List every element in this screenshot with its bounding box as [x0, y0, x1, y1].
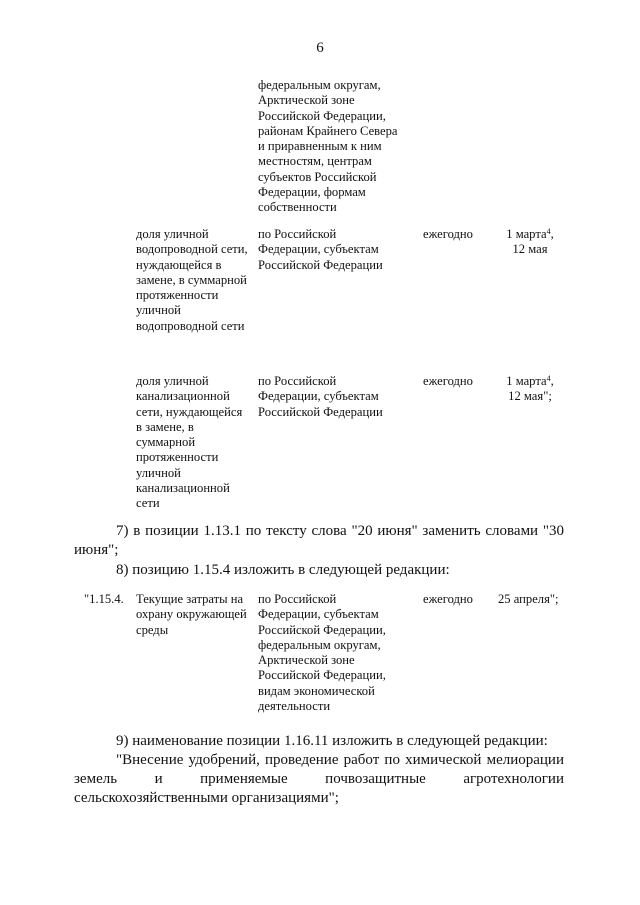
deadline-comma: ,: [550, 227, 554, 241]
deadline-first: 1 марта: [506, 227, 547, 241]
deadline-cell: [496, 227, 564, 258]
breakdown-cell: по Российской Федерации, субъектам Российской Федерации: [258, 374, 383, 419]
amendment-item-7: 7) в позиции 1.13.1 по тексту слова "20 июня" заменить словами "30 июня";: [74, 523, 564, 558]
footnote-mark: 4: [546, 227, 551, 236]
indicator-name-cell: доля уличной водопроводной сети, нуждающейся в замене, в суммарной протяженности уличной водопроводной сети: [136, 227, 248, 333]
amendment-item-8: 8) позицию 1.15.4 изложить в следующей редакции:: [116, 562, 450, 578]
new-position-title: "Внесение удобрений, проведение работ по химической мелиорации земель и применяемые почвозащитные агротехнологии сельскохозяйственными организациями";: [74, 752, 564, 806]
breakdown-cell: по Российской Федерации, субъектам Российской Федерации, федеральным округам, Арктической зоне Российской Федерации, видам экономической деятельности: [258, 592, 386, 714]
indicator-name-cell: Текущие затраты на охрану окружающей среды: [136, 592, 247, 637]
breakdown-cell: по Российской Федерации, субъектам Российской Федерации: [258, 227, 383, 272]
deadline-second: 12 мая: [512, 242, 548, 257]
continued-breakdown-cell: федеральным округам, Арктической зоне Российской Федерации, районам Крайнего Севера и приравненным к ним местностям, центрам субъектов Российской Федерации, формам собственности: [258, 78, 398, 215]
amendment-item-9: 9) наименование позиции 1.16.11 изложить в следующей редакции:: [116, 733, 548, 749]
indicator-name-cell: доля уличной канализационной сети, нуждающейся в замене, в суммарной протяженности уличной канализационной сети: [136, 374, 243, 511]
deadline-first: 1 марта: [506, 374, 547, 388]
deadline-comma: ,: [550, 374, 554, 388]
frequency-cell: ежегодно: [423, 374, 473, 388]
deadline-tail: ";: [543, 389, 552, 404]
deadline-cell: 25 апреля";: [498, 592, 559, 606]
frequency-cell: ежегодно: [423, 592, 473, 606]
frequency-cell: ежегодно: [423, 227, 473, 241]
deadline-second: 12 мая: [508, 389, 544, 404]
position-code-cell: "1.15.4.: [84, 592, 124, 606]
deadline-cell: [496, 374, 564, 405]
page-number: 6: [316, 40, 324, 56]
footnote-mark: 4: [546, 374, 551, 383]
